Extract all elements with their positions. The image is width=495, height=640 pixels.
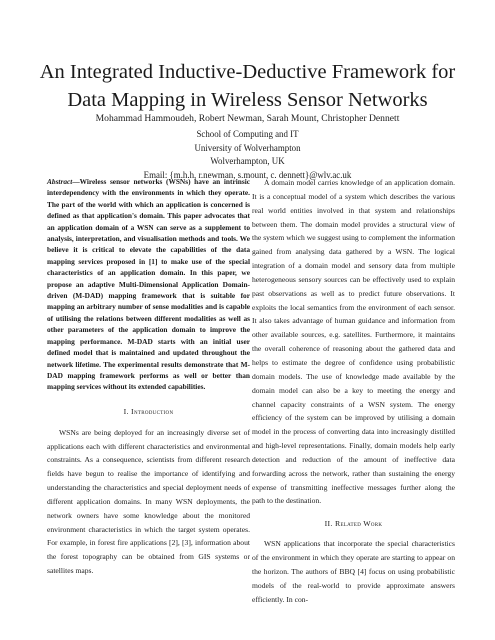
affiliation-city: Wolverhampton, UK (210, 156, 285, 167)
abstract-label: Abstract (47, 177, 73, 186)
affiliation-university: University of Wolverhampton (194, 142, 301, 153)
author-block (40, 112, 455, 182)
affiliation-school: School of Computing and IT (196, 129, 299, 139)
introduction-paragraph: WSNs are being deployed for an increasingly diverse set of applications each with different characteristics and environmental constraints. As a consequence, scientists from different research fields have begun to realise the importance of identifying and understanding the characteristics and special deployment needs of different application domains. In many WSN deployments, the network owners have some knowledge about the monitored environment characteristics in which the target system operates. For example, in forest fire applications [2], [3], information about the forest topography can be obtained from GIS systems or satellites maps. (47, 427, 250, 576)
author-names: Mohammad Hammoudeh, Robert Newman, Sarah Mount, Christopher Dennett (95, 113, 400, 124)
section-heading-related-work: II. Related Work (324, 519, 383, 529)
paper-title (30, 58, 465, 114)
abstract (47, 176, 250, 393)
domain-model-body (252, 176, 455, 508)
left-column (47, 176, 250, 578)
author-email: Email: {m.h.h, r.newman, s.mount, c. dennett}@wlv.ac.uk (143, 169, 352, 180)
abstract-text: —Wireless sensor networks (WSNs) have an intrinsic interdependency with the environments in which they operate. The part of the world with which an application is concerned is defined as that application's domain. This paper advocates that an application domain of a WSN can serve as a supplement to analysis, interpretation, and visualisation methods and tools. We believe it is critical to elevate the capabilities of the data mapping services proposed in [1] to make use of the special characteristics of an application domain. In this paper, we propose an adaptive Multi-Dimensional Application Domain-driven (M-DAD) mapping framework that is suitable for mapping an arbitrary number of sense modalities and is capable of utilising the relations between different modalities as well as other parameters of the application domain to improve the mapping performance. M-DAD starts with an initial user defined model that is maintained and updated throughout the network lifetime. The experimental results demonstrate that M-DAD mapping framework performs as well or better than mapping services without its extended capabilities. (47, 177, 250, 392)
related-work-body (252, 537, 455, 606)
introduction-body (47, 426, 250, 578)
right-column (252, 176, 455, 606)
title-line-2: Data Mapping in Wireless Sensor Networks (67, 88, 428, 111)
title-line-1: An Integrated Inductive-Deductive Framework for (39, 60, 456, 83)
related-work-paragraph: WSN applications that incorporate the special characteristics of the environment in which they operate are starting to appear on the horizon. The authors of BBQ [4] focus on using probabilistic models of the real-world to provide approximate answers efficiently. In con- (252, 539, 455, 604)
domain-model-paragraph: A domain model carries knowledge of an application domain. It is a conceptual model of a system which describes the various real world entities involved in that system and relationships between them. The domain model provides a structural view of the system which we suggest using to complement the information gained from analysing data gathered by a WSN. The logical integration of a domain model and sensory data from multiple heterogeneous sensory sources can be effectively used to explain past observations as well as to predict future observations. It exploits the local semantics from the environment of each sensor. It also takes advantage of human guidance and information from other available sources, e.g. satellites. Furthermore, it maintains the overall coherence of reasoning about the gathered data and helps to estimate the degree of confidence using probabilistic domain models. The use of knowledge made available by the domain model can also be a key to meeting the energy and channel capacity constraints of a WSN system. The energy efficiency of the system can be improved by utilising a domain model in the process of converting data into increasingly distilled and high-level representations. Finally, domain models help early detection and reduction of the amount of ineffective data forwarding across the network, rather than sustaining the energy expense of transmitting ineffective messages further along the path to the destination. (252, 178, 455, 506)
section-heading-introduction: I. Introduction (123, 406, 174, 416)
